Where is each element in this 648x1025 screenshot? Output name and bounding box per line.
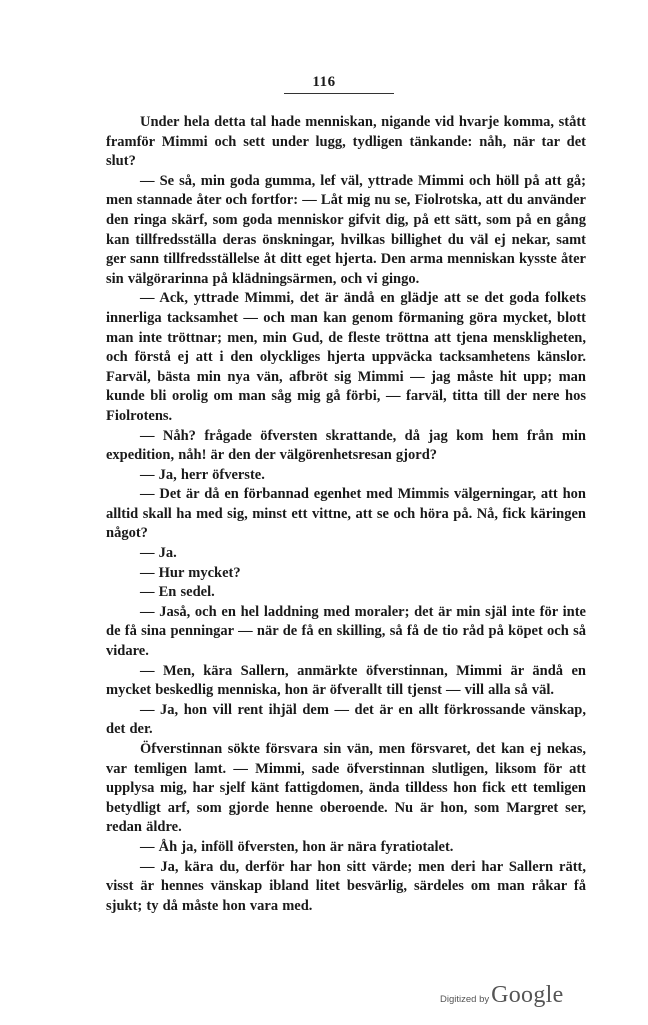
paragraph: — En sedel.	[140, 584, 215, 601]
paragraph: Öfverstinnan sökte försvara sin vän, men försvaret, det kan ej nekas, var temligen lamt. — Mimmi, sade öfverstinnan slutligen, liksom för att upplysa mig, har sjelf känt fattigdomen, ända tilldess hon fick ett temligen betydligt arf, som gjorde henne oberoende. Nu är hon, som Margret ser, redan äldre.	[106, 741, 586, 836]
paragraph: — Ja.	[140, 545, 177, 562]
paragraph: Under hela detta tal hade menniskan, nigande vid hvarje komma, stått framför Mimmi och sett under lugg, tydligen tänkande: nåh, när tar det slut?	[106, 114, 586, 170]
watermark-prefix: Digitized by	[440, 994, 490, 1005]
paragraph: — Men, kära Sallern, anmärkte öfverstinnan, Mimmi är ändå en mycket beskedlig menniska, hon är öfverallt till tjenst — vill alla så väl.	[106, 662, 586, 699]
paragraph: — Ja, herr öfverste.	[140, 466, 265, 483]
google-logo: Google	[491, 982, 564, 1008]
paragraph: — Hur mycket?	[140, 564, 241, 581]
paragraph: — Ja, kära du, derför har hon sitt värde; men deri har Sallern rätt, visst är hennes vänskap ibland litet besvärlig, särdeles om man råkar få sjukt; ty då måste hon vara med.	[106, 858, 586, 914]
page-number: 116	[312, 74, 336, 90]
paragraph: — Ja, hon vill rent ihjäl dem — det är en allt förkrossande vänskap, det der.	[106, 701, 586, 738]
paragraph: — Det är då en förbannad egenhet med Mimmis välgerningar, att hon alltid skall ha med sig, minst ett vittne, att se och höra på. Nå, fick käringen något?	[106, 486, 586, 542]
paragraph: — Jaså, och en hel laddning med moraler; det är min själ inte för inte de få sina penningar — när de få en skilling, så få de tio råd på köpet och så vidare.	[106, 603, 586, 660]
paragraph: — Nåh? frågade öfversten skrattande, då jag kom hem från min expedition, nåh! är den der välgörenhetsresan gjord?	[106, 427, 586, 464]
page-number-rule	[284, 93, 394, 94]
text-body	[106, 113, 586, 916]
digitized-watermark	[440, 982, 564, 1009]
paragraph: — Se så, min goda gumma, lef väl, yttrade Mimmi och höll på att gå; men stannade åter och fortfor: — Låt mig nu se, Fiolrotska, att du använder den ringa skärf, som goda menniskor gifvit dig, på ett sätt, som på en gång kan tillfredsställa deras önskningar, hvilkas billighet du väl ej nekar, samt ger sann tillfredsställelse åt ditt eget hjerta. Den arma menniskan kysste åter sin välgörarinna på klädningsärmen, och vi gingo.	[106, 172, 586, 287]
paragraph: — Ack, yttrade Mimmi, det är ändå en glädje att se det goda folkets innerliga tacksamhet — och man kan genom förmaning göra mycket, blott man inte tröttnar; men, min Gud, de fleste tröttna att tjena menskligheten, och förstå ej att i den olyckliges hjerta uppväcka tacksamhetens känslor. Farväl, bästa min nya vän, afbröt sig Mimmi — jag måste hit upp; man kunde bli orolig om man såg mig gå förbi, — farväl, titta till der nere hos Fiolrotens.	[106, 290, 586, 424]
paragraph: — Åh ja, inföll öfversten, hon är nära fyratiotalet.	[140, 838, 454, 855]
